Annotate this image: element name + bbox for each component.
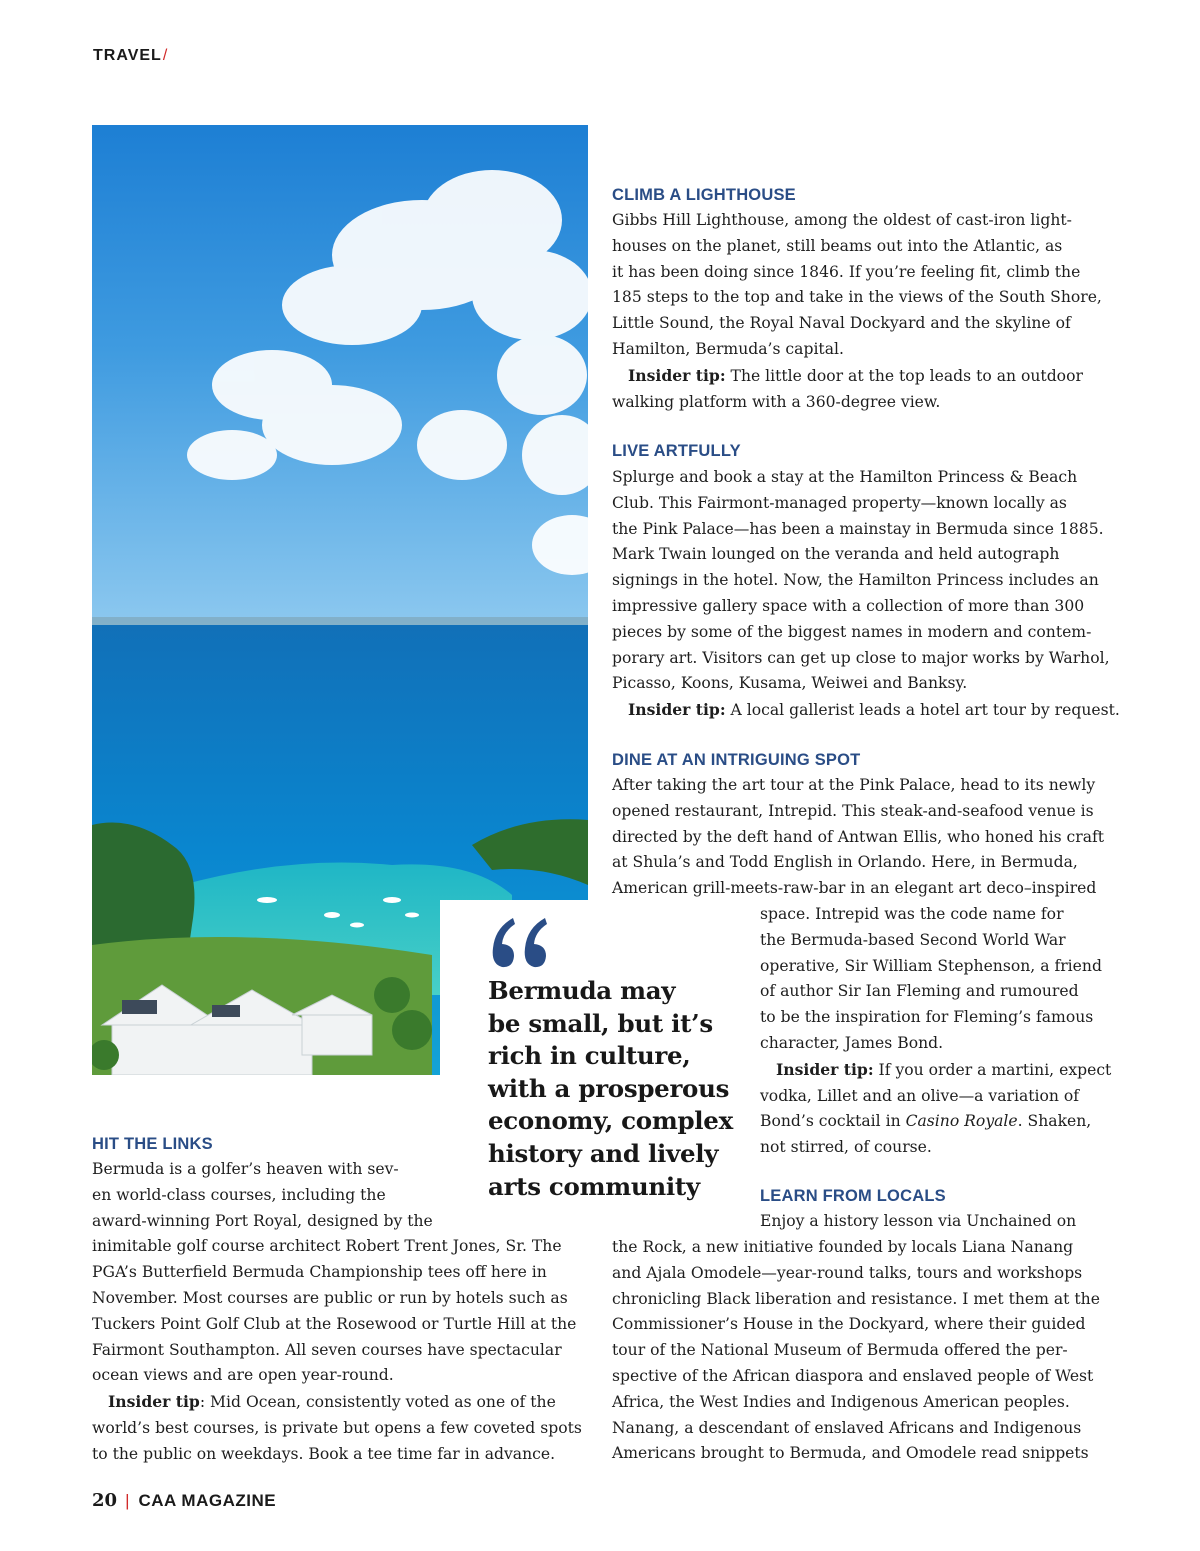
text-line: ocean views and are open year-round.	[92, 1366, 394, 1385]
tip-text: : Mid Ocean, consistently voted as one of the	[199, 1393, 556, 1412]
text-line: Nanang, a descendant of enslaved Africans and Indigenous	[612, 1418, 1082, 1437]
pull-quote-line: with a prosperous	[488, 1073, 730, 1103]
text-line: to be the inspiration for Fleming’s famous	[760, 1008, 1094, 1027]
section-name: TRAVEL	[93, 47, 162, 64]
text-line: Mark Twain lounged on the veranda and held autograph	[612, 545, 1060, 564]
pull-quote-line: Bermuda may	[488, 976, 676, 1005]
text-line: inimitable golf course architect Robert Trent Jones, Sr. The	[92, 1237, 562, 1256]
section-slash: /	[162, 47, 169, 64]
heading-artfully: LIVE ARTFULLY	[612, 442, 741, 460]
text-line: it has been doing since 1846. If you’re feeling fit, climb the	[612, 262, 1081, 281]
tip-label: Insider tip:	[776, 1059, 874, 1079]
heading-links: HIT THE LINKS	[92, 1135, 213, 1153]
text-line: opened restaurant, Intrepid. This steak-and-seafood venue is	[612, 801, 1094, 820]
section-artfully-body	[612, 465, 1120, 724]
text-line: impressive gallery space with a collection of more than 300	[612, 596, 1085, 615]
text-line: spective of the African diaspora and enslaved people of West	[612, 1366, 1094, 1385]
page-footer	[92, 1490, 276, 1511]
section-dine-narrow	[760, 902, 1110, 1161]
pull-quote-line: history and lively	[488, 1138, 719, 1168]
text-line: chronicling Black liberation and resistance. I met them at the	[612, 1289, 1100, 1308]
text-line: Splurge and book a stay at the Hamilton Princess & Beach	[612, 468, 1078, 486]
magazine-name: CAA MAGAZINE	[138, 1491, 277, 1510]
page-number: 20	[92, 1490, 118, 1511]
insider-tip	[92, 1389, 592, 1416]
text-line	[760, 1109, 1110, 1135]
insider-tip	[612, 363, 1112, 390]
text-line: After taking the art tour at the Pink Palace, head to its newly	[612, 776, 1096, 794]
text-line: space. Intrepid was the code name for	[760, 905, 1064, 923]
book-title: Casino Royale	[905, 1112, 1018, 1131]
text-line: Bermuda is a golfer’s heaven with sev-	[92, 1160, 399, 1178]
text-line: Little Sound, the Royal Naval Dockyard and the skyline of	[612, 314, 1071, 333]
text-line: en world-class courses, including the	[92, 1185, 386, 1204]
text-line: the Bermuda-based Second World War	[760, 930, 1066, 949]
text-line: the Pink Palace—has been a mainstay in Bermuda since 1885.	[612, 519, 1104, 538]
text-line: character, James Bond.	[760, 1033, 944, 1052]
text-line: directed by the deft hand of Antwan Ellis, who honed his craft	[612, 827, 1105, 846]
tip-text: Bond’s cocktail in	[760, 1112, 906, 1131]
text-line: PGA’s Butterfield Bermuda Championship tees off here in	[92, 1263, 547, 1282]
section-tag	[93, 47, 168, 65]
pull-quote-line: economy, complex	[488, 1106, 733, 1136]
text-line: 185 steps to the top and take in the views of the South Shore,	[612, 288, 1102, 307]
text-line: vodka, Lillet and an olive—a variation of	[760, 1086, 1080, 1105]
heading-climb: CLIMB A LIGHTHOUSE	[612, 186, 796, 204]
heading-dine: DINE AT AN INTRIGUING SPOT	[612, 751, 861, 769]
text-line: world’s best courses, is private but opens a few coveted spots	[92, 1418, 582, 1437]
text-line: Commissioner’s House in the Dockyard, where their guided	[612, 1315, 1086, 1334]
insider-tip	[612, 697, 1120, 724]
section-links-body	[92, 1157, 592, 1468]
tip-text: The little door at the top leads to an outdoor	[725, 366, 1083, 385]
text-line: Enjoy a history lesson via Unchained on	[760, 1212, 1077, 1230]
text-line: the Rock, a new initiative founded by locals Liana Nanang	[612, 1238, 1074, 1256]
pull-quote-line: be small, but it’s	[488, 1008, 713, 1038]
tip-label: Insider tip	[108, 1392, 200, 1412]
insider-tip	[760, 1057, 1110, 1084]
pull-quote-line: rich in culture,	[488, 1041, 691, 1071]
text-line: Tuckers Point Golf Club at the Rosewood or Turtle Hill at the	[92, 1314, 577, 1333]
section-dine-body	[612, 773, 1112, 902]
quote-mark-icon	[487, 912, 549, 972]
text-line: signings in the hotel. Now, the Hamilton Princess includes an	[612, 571, 1099, 590]
text-line: to the public on weekdays. Book a tee time far in advance.	[92, 1444, 556, 1463]
text-line: Africa, the West Indies and Indigenous American peoples.	[612, 1392, 1070, 1411]
section-climb-body	[612, 208, 1112, 415]
pull-quote-line: arts community	[488, 1171, 700, 1201]
text-line: tour of the National Museum of Bermuda offered the per-	[612, 1341, 1068, 1360]
footer-separator: |	[125, 1491, 130, 1510]
text-line: Club. This Fairmont-managed property—known locally as	[612, 493, 1067, 512]
tip-label: Insider tip:	[628, 700, 726, 720]
text-line: Hamilton, Bermuda’s capital.	[612, 339, 844, 358]
heading-locals: LEARN FROM LOCALS	[760, 1187, 946, 1205]
text-line: at Shula’s and Todd English in Orlando. Here, in Bermuda,	[612, 853, 1078, 872]
text-line: Gibbs Hill Lighthouse, among the oldest of cast-iron light-	[612, 211, 1072, 229]
text-line: of author Sir Ian Fleming and rumoured	[760, 982, 1079, 1001]
text-line: not stirred, of course.	[760, 1138, 932, 1157]
text-line: American grill-meets-raw-bar in an elegant art deco–inspired	[612, 879, 1097, 898]
section-locals-body	[612, 1235, 1112, 1467]
text-line: houses on the planet, still beams out into the Atlantic, as	[612, 236, 1063, 255]
tip-label: Insider tip:	[628, 365, 726, 385]
text-line: operative, Sir William Stephenson, a friend	[760, 956, 1102, 975]
text-line: and Ajala Omodele—year-round talks, tours and workshops	[612, 1263, 1083, 1282]
text-line: Americans brought to Bermuda, and Omodele read snippets	[612, 1444, 1089, 1463]
tip-text: If you order a martini, expect	[873, 1060, 1112, 1079]
text-line: porary art. Visitors can get up close to major works by Warhol,	[612, 648, 1110, 667]
text-line: walking platform with a 360-degree view.	[612, 392, 941, 411]
text-line: November. Most courses are public or run by hotels such as	[92, 1288, 568, 1307]
text-line: pieces by some of the biggest names in modern and contem-	[612, 622, 1092, 641]
text-line: Fairmont Southampton. All seven courses have spectacular	[92, 1340, 562, 1359]
tip-text: . Shaken,	[1017, 1112, 1092, 1131]
text-line: award-winning Port Royal, designed by the	[92, 1211, 433, 1230]
text-line: Picasso, Koons, Kusama, Weiwei and Banksy.	[612, 674, 968, 693]
section-locals-first	[760, 1209, 1110, 1235]
tip-text: A local gallerist leads a hotel art tour by request.	[725, 701, 1120, 720]
